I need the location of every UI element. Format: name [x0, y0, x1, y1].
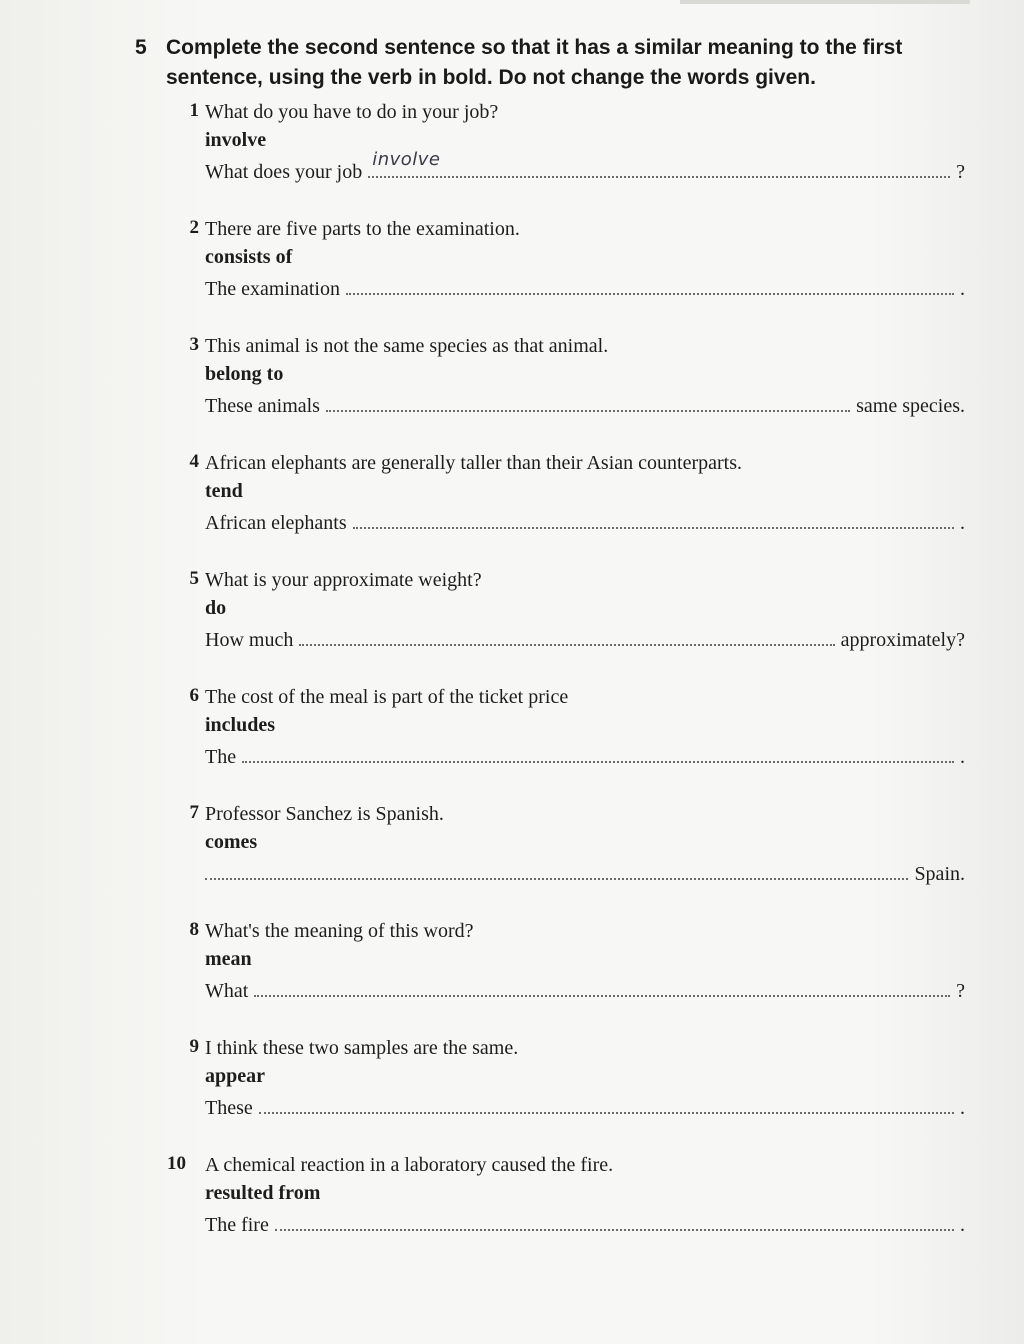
answer-blank[interactable]	[353, 507, 954, 529]
exercise-item-4	[0, 447, 1024, 564]
item-number: 1	[189, 100, 199, 121]
item-number: 10	[167, 1153, 186, 1174]
exercise-item-2	[0, 213, 1024, 330]
item-number: 4	[189, 451, 199, 472]
answer-suffix: approximately?	[840, 629, 965, 651]
item-keyword: appear	[205, 1065, 265, 1087]
exercise-header	[135, 33, 955, 93]
answer-suffix: .	[960, 1214, 965, 1236]
item-keyword: includes	[205, 714, 276, 736]
item-number: 2	[189, 217, 199, 238]
exercise-item-1	[0, 96, 1024, 213]
item-sentence: African elephants are generally taller than their Asian counterparts.	[205, 452, 742, 474]
item-sentence: This animal is not the same species as that animal.	[205, 335, 609, 357]
answer-suffix: ?	[956, 161, 965, 183]
handwritten-answer: involve	[372, 149, 441, 170]
exercise-item-10	[0, 1149, 1024, 1266]
answer-row	[205, 149, 965, 184]
answer-prefix: The	[205, 746, 237, 768]
answer-prefix: The fire	[205, 1214, 269, 1236]
item-keyword: consists of	[205, 246, 293, 268]
answer-blank[interactable]	[259, 1092, 954, 1114]
exercise-item-7	[0, 798, 1024, 915]
item-sentence: What's the meaning of this word?	[205, 920, 474, 942]
answer-row	[205, 390, 965, 418]
exercise-item-5	[0, 564, 1024, 681]
item-keyword: involve	[205, 129, 267, 151]
item-sentence: What is your approximate weight?	[205, 569, 482, 591]
answer-blank[interactable]	[275, 1209, 954, 1231]
item-keyword: do	[205, 597, 227, 619]
answer-prefix: These animals	[205, 395, 320, 417]
exercise-item-3	[0, 330, 1024, 447]
answer-suffix: same species.	[856, 395, 965, 417]
answer-suffix: ?	[956, 980, 965, 1002]
answer-prefix: African elephants	[205, 512, 347, 534]
exercise-number: 5	[135, 36, 147, 59]
answer-suffix: .	[960, 1097, 965, 1119]
answer-row	[205, 975, 965, 1003]
item-keyword: tend	[205, 480, 243, 502]
answer-row	[205, 1092, 965, 1120]
exercise-instruction: Complete the second sentence so that it has a similar meaning to the first sentence, using the verb in bold. Do not change the words given.	[166, 36, 903, 89]
answer-row	[205, 273, 965, 301]
exercise-item-6	[0, 681, 1024, 798]
answer-blank[interactable]	[346, 273, 954, 295]
answer-row	[205, 507, 965, 535]
item-number: 5	[189, 568, 199, 589]
answer-suffix: .	[960, 512, 965, 534]
answer-blank[interactable]	[299, 624, 834, 646]
item-number: 8	[189, 919, 199, 940]
answer-prefix: These	[205, 1097, 253, 1119]
answer-blank[interactable]	[326, 390, 850, 412]
exercise-item-9	[0, 1032, 1024, 1149]
item-sentence: There are five parts to the examination.	[205, 218, 520, 240]
item-sentence: A chemical reaction in a laboratory caused the fire.	[205, 1154, 614, 1176]
item-keyword: resulted from	[205, 1182, 321, 1204]
answer-blank[interactable]	[368, 149, 950, 178]
answer-blank[interactable]	[205, 858, 908, 880]
answer-prefix: What	[205, 980, 249, 1002]
item-number: 3	[189, 334, 199, 355]
exercise-item-8	[0, 915, 1024, 1032]
answer-prefix: How much	[205, 629, 294, 651]
item-number: 9	[189, 1036, 199, 1057]
answer-blank[interactable]	[254, 975, 950, 997]
answer-prefix: What does your job	[205, 161, 363, 183]
answer-row	[205, 741, 965, 769]
item-sentence: I think these two samples are the same.	[205, 1037, 519, 1059]
item-keyword: comes	[205, 831, 258, 853]
exercise-items	[0, 96, 1024, 1266]
answer-blank[interactable]	[242, 741, 954, 763]
answer-row	[205, 624, 965, 652]
item-number: 7	[189, 802, 199, 823]
item-keyword: belong to	[205, 363, 284, 385]
answer-row	[205, 1209, 965, 1237]
top-edge-strip	[680, 0, 970, 4]
answer-suffix: Spain.	[914, 863, 965, 885]
item-sentence: What do you have to do in your job?	[205, 101, 499, 123]
item-sentence: Professor Sanchez is Spanish.	[205, 803, 444, 825]
answer-row	[205, 858, 965, 886]
item-keyword: mean	[205, 948, 252, 970]
answer-suffix: .	[960, 278, 965, 300]
answer-suffix: .	[960, 746, 965, 768]
item-number: 6	[189, 685, 199, 706]
item-sentence: The cost of the meal is part of the ticket price	[205, 686, 569, 708]
answer-prefix: The examination	[205, 278, 340, 300]
